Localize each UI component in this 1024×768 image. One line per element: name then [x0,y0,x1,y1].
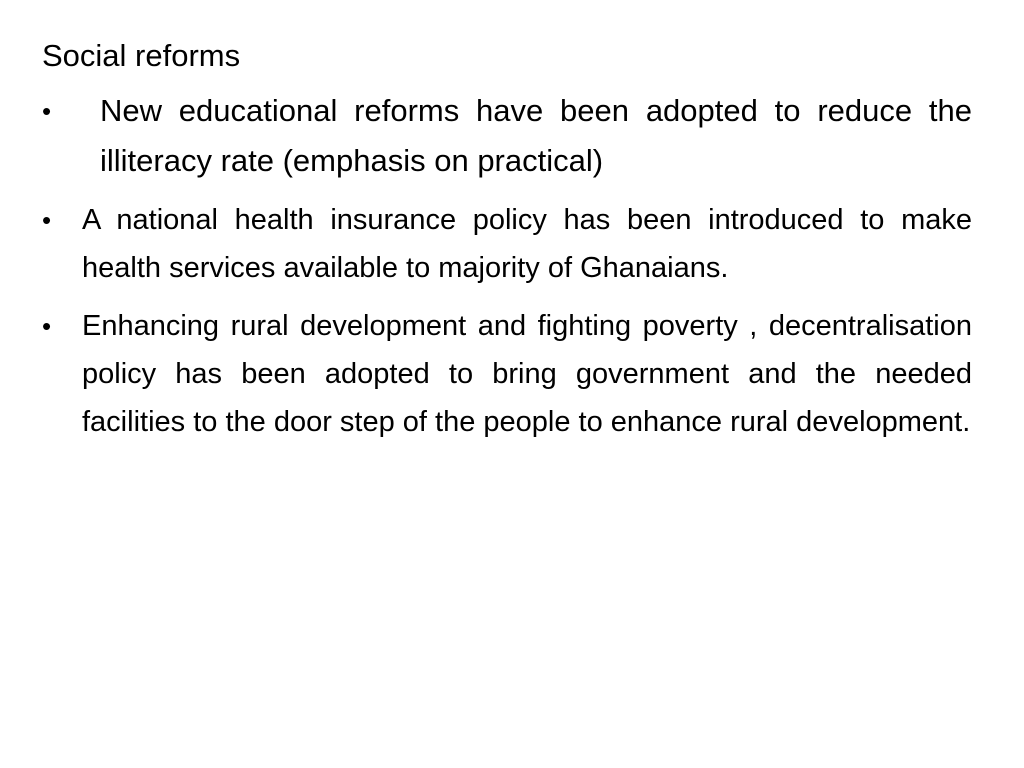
bullet-list [42,86,972,456]
bullet-text-rural-development: Enhancing rural development and fighting poverty , decentralisation policy has been adopted to bring government and the needed facilities to the door step of the people to enhance rural development. [82,310,972,438]
bullet-item-rural-development [42,302,972,446]
bullet-icon: • [42,96,52,126]
bullet-text-education: New educational reforms have been adopted to reduce the illiteracy rate (emphasis on practical) [100,93,972,178]
bullet-icon: • [42,205,52,235]
bullet-icon: • [42,311,52,341]
bullet-item-education [42,86,972,186]
bullet-text-health: A national health insurance policy has been introduced to make health services available to majority of Ghanaians. [82,204,972,284]
slide-heading: Social reforms [42,38,241,73]
bullet-item-health [42,196,972,292]
